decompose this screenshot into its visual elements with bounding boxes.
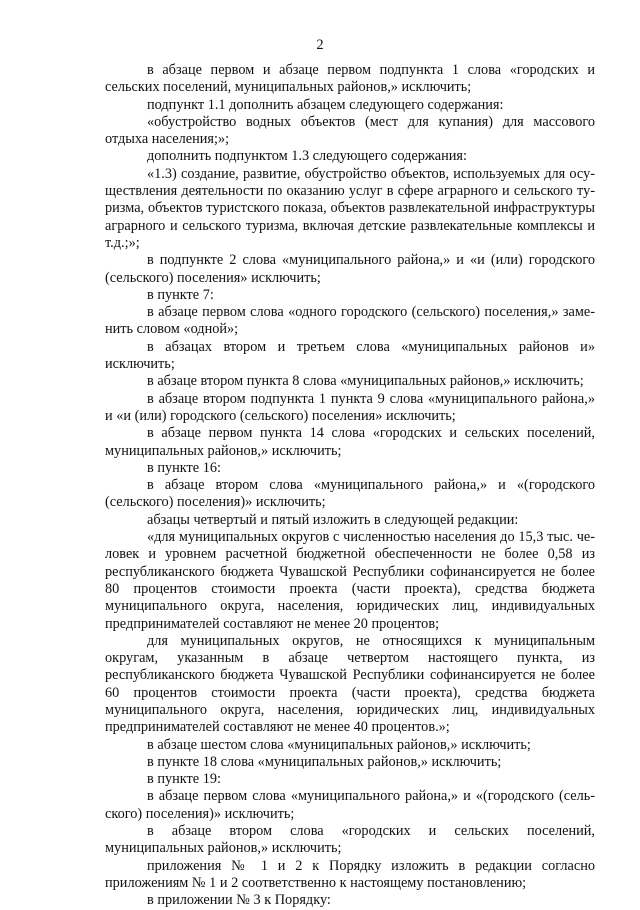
paragraph: «обустройство водных объектов (мест для купания) для массового отдыха населения;»; (105, 113, 595, 148)
paragraph: в абзаце втором пункта 8 слова «муниципальных районов,» исключить; (147, 373, 584, 390)
paragraph: дополнить подпунктом 1.3 следующего содержания: (147, 148, 467, 165)
paragraph: в пункте 7: (147, 286, 214, 303)
paragraph: в абзаце втором слова «муниципального района,» и «(городского (сельского) поселения)» исключить; (105, 477, 595, 511)
paragraph: в подпункте 2 слова «муниципального района,» и «и (или) городского (сельского) поселения» исключить; (105, 252, 595, 286)
paragraph: в абзаце первом слова «одного городского (сельского) поселения,» заменить словом «одной»; (105, 304, 595, 338)
paragraph: в абзаце первом пункта 14 слова «городских и сельских поселений, муниципальных районов,» исключить; (105, 425, 595, 459)
paragraph: в абзаце втором подпункта 1 пункта 9 слова «муниципального района,» и «и (или) городского (сельского) поселения» исключить; (105, 390, 595, 424)
paragraph: в абзаце втором слова «городских и сельских поселений, муниципальных районов,» исключить; (105, 823, 595, 857)
document-body (105, 62, 595, 910)
paragraph: приложения № 1 и 2 к Порядку изложить в редакции согласно приложениям № 1 и 2 соответственно к настоящему постановлению; (105, 857, 595, 891)
paragraph: в абзаце первом и абзаце первом подпункта 1 слова «городских и сельских поселений, муниципальных районов,» исключить; (105, 62, 595, 96)
paragraph: в абзаце шестом слова «муниципальных районов,» исключить; (147, 736, 531, 753)
paragraph: в пункте 16: (147, 459, 221, 476)
paragraph: подпункт 1.1 дополнить абзацем следующего содержания: (147, 96, 504, 113)
paragraph: «1.3) создание, развитие, обустройство объектов, используемых для осуществления деятельности по оказанию услуг в сфере аграрного и сельского туризма, объектов туристского показа, объектов развлекательной инфраструктуры аграрного и сельского туризма, включая детские развлекательные комплексы и т.д.;»; (105, 165, 595, 251)
paragraph: в приложении № 3 к Порядку: (147, 892, 331, 909)
paragraph: абзацы четвертый и пятый изложить в следующей редакции: (147, 511, 519, 528)
paragraph: в пункте 18 слова «муниципальных районов,» исключить; (147, 753, 502, 770)
paragraph: в абзацах втором и третьем слова «муниципальных районов и» исключить; (105, 338, 595, 373)
paragraph: «для муниципальных округов с численностью населения до 15,3 тыс. человек и уровнем расчетной бюджетной обеспеченности не более 0,58 из республиканского бюджета Чувашской Республики софинансируется не более 80 процентов стоимости проекта (части проекта), средства бюджета муниципального округа, населения, юридических лиц, индивидуальных предпринимателей составляют не менее 20 процентов; (105, 529, 595, 632)
paragraph: для муниципальных округов, не относящихся к муниципальным округам, указанным в абзаце четвертом настоящего пункта, из республиканского бюджета Чувашской Республики софинансируется не более 60 процентов стоимости проекта (части проекта), средства бюджета муниципального округа, населения, юридических лиц, индивидуальных предпринимателей составляют не менее 40 процентов.»; (105, 632, 595, 736)
paragraph: в пункте 19: (147, 771, 221, 788)
paragraph: в абзаце первом слова «муниципального района,» и «(городского (сельского) поселения)» исключить; (105, 788, 595, 822)
page-number: 2 (316, 37, 324, 53)
